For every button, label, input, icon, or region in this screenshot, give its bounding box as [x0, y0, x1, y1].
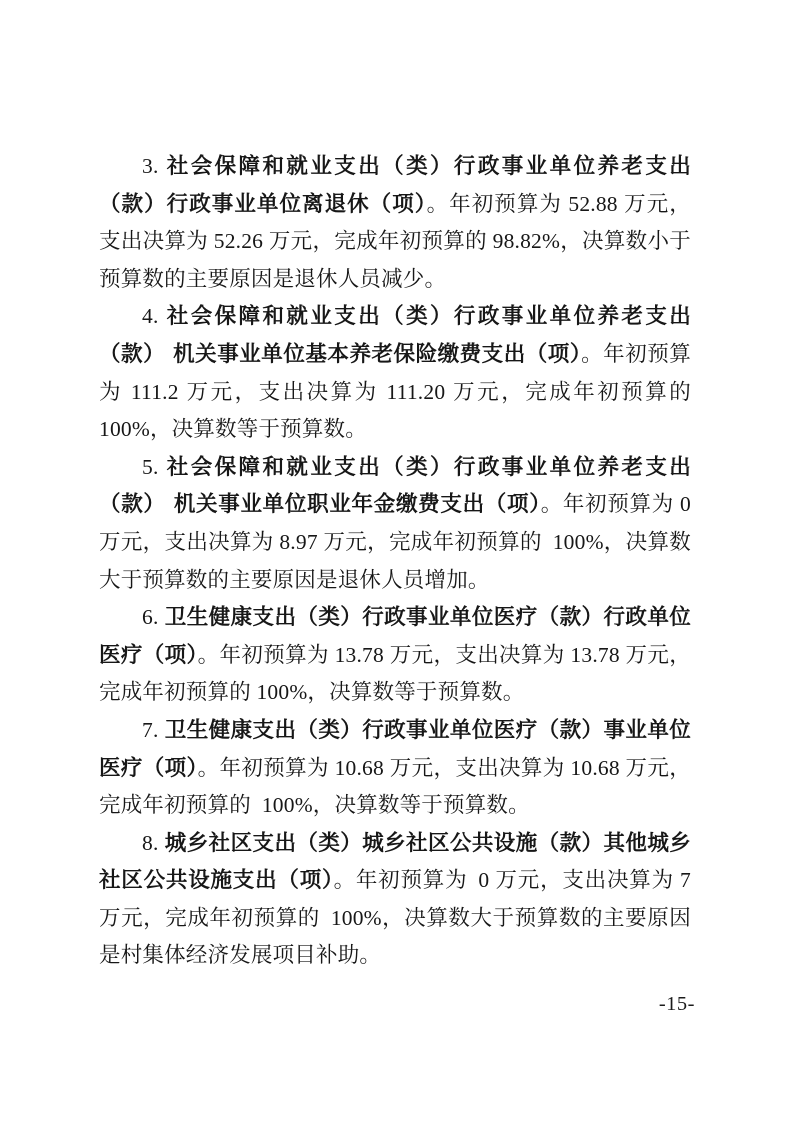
item-number: 4.	[142, 304, 159, 329]
budget-item-paragraph	[99, 712, 691, 825]
item-body-text: 。年初预算为 13.78 万元，支出决算为 13.78 万元，完成年初预算的 100%，决算数等于预算数。	[99, 642, 691, 705]
item-category-heading: 城乡社区支出（类）城乡社区公共设施（款）其他城乡社区公共设施支出（项）	[99, 830, 691, 894]
item-number: 3.	[142, 154, 159, 178]
budget-item-paragraph	[99, 298, 691, 448]
item-body-text: 。年初预算为 111.2 万元，支出决算为 111.20 万元，完成年初预算的 100%，决算数等于预算数。	[99, 341, 691, 442]
document-body	[99, 148, 691, 975]
item-body-text: 。年初预算为 0 万元，支出决算为 7 万元，完成年初预算的 100%，决算数大于预算数的主要原因是村集体经济发展项目补助。	[99, 868, 691, 968]
item-number: 5.	[142, 454, 159, 479]
item-number: 6.	[142, 605, 159, 630]
item-body-text: 。年初预算为 52.88 万元，支出决算为 52.26 万元，完成年初预算的 98.82%，决算数小于预算数的主要原因是退休人员减少。	[99, 191, 691, 291]
item-body-text: 。年初预算为 0 万元，支出决算为 8.97 万元，完成年初预算的 100%，决算数大于预算数的主要原因是退休人员增加。	[99, 492, 691, 592]
budget-item-paragraph	[99, 449, 691, 599]
item-number: 8.	[142, 830, 159, 855]
item-category-heading: 社会保障和就业支出（类）行政事业单位养老支出（款） 机关事业单位基本养老保险缴费支出（项）	[99, 304, 691, 367]
budget-item-paragraph	[99, 148, 691, 298]
page-number: -15-	[658, 993, 695, 1015]
item-category-heading: 社会保障和就业支出（类）行政事业单位养老支出（款） 机关事业单位职业年金缴费支出（项）	[99, 454, 691, 518]
item-category-heading: 社会保障和就业支出（类）行政事业单位养老支出（款）行政事业单位离退休（项）	[99, 154, 691, 217]
item-category-heading: 卫生健康支出（类）行政事业单位医疗（款）事业单位医疗（项）	[99, 717, 691, 781]
item-body-text: 。年初预算为 10.68 万元，支出决算为 10.68 万元，完成年初预算的 100%，决算数等于预算数。	[99, 755, 691, 818]
item-category-heading: 卫生健康支出（类）行政事业单位医疗（款）行政单位医疗（项）	[99, 605, 691, 668]
budget-item-paragraph	[99, 825, 691, 975]
item-number: 7.	[142, 717, 159, 742]
budget-item-paragraph	[99, 599, 691, 712]
